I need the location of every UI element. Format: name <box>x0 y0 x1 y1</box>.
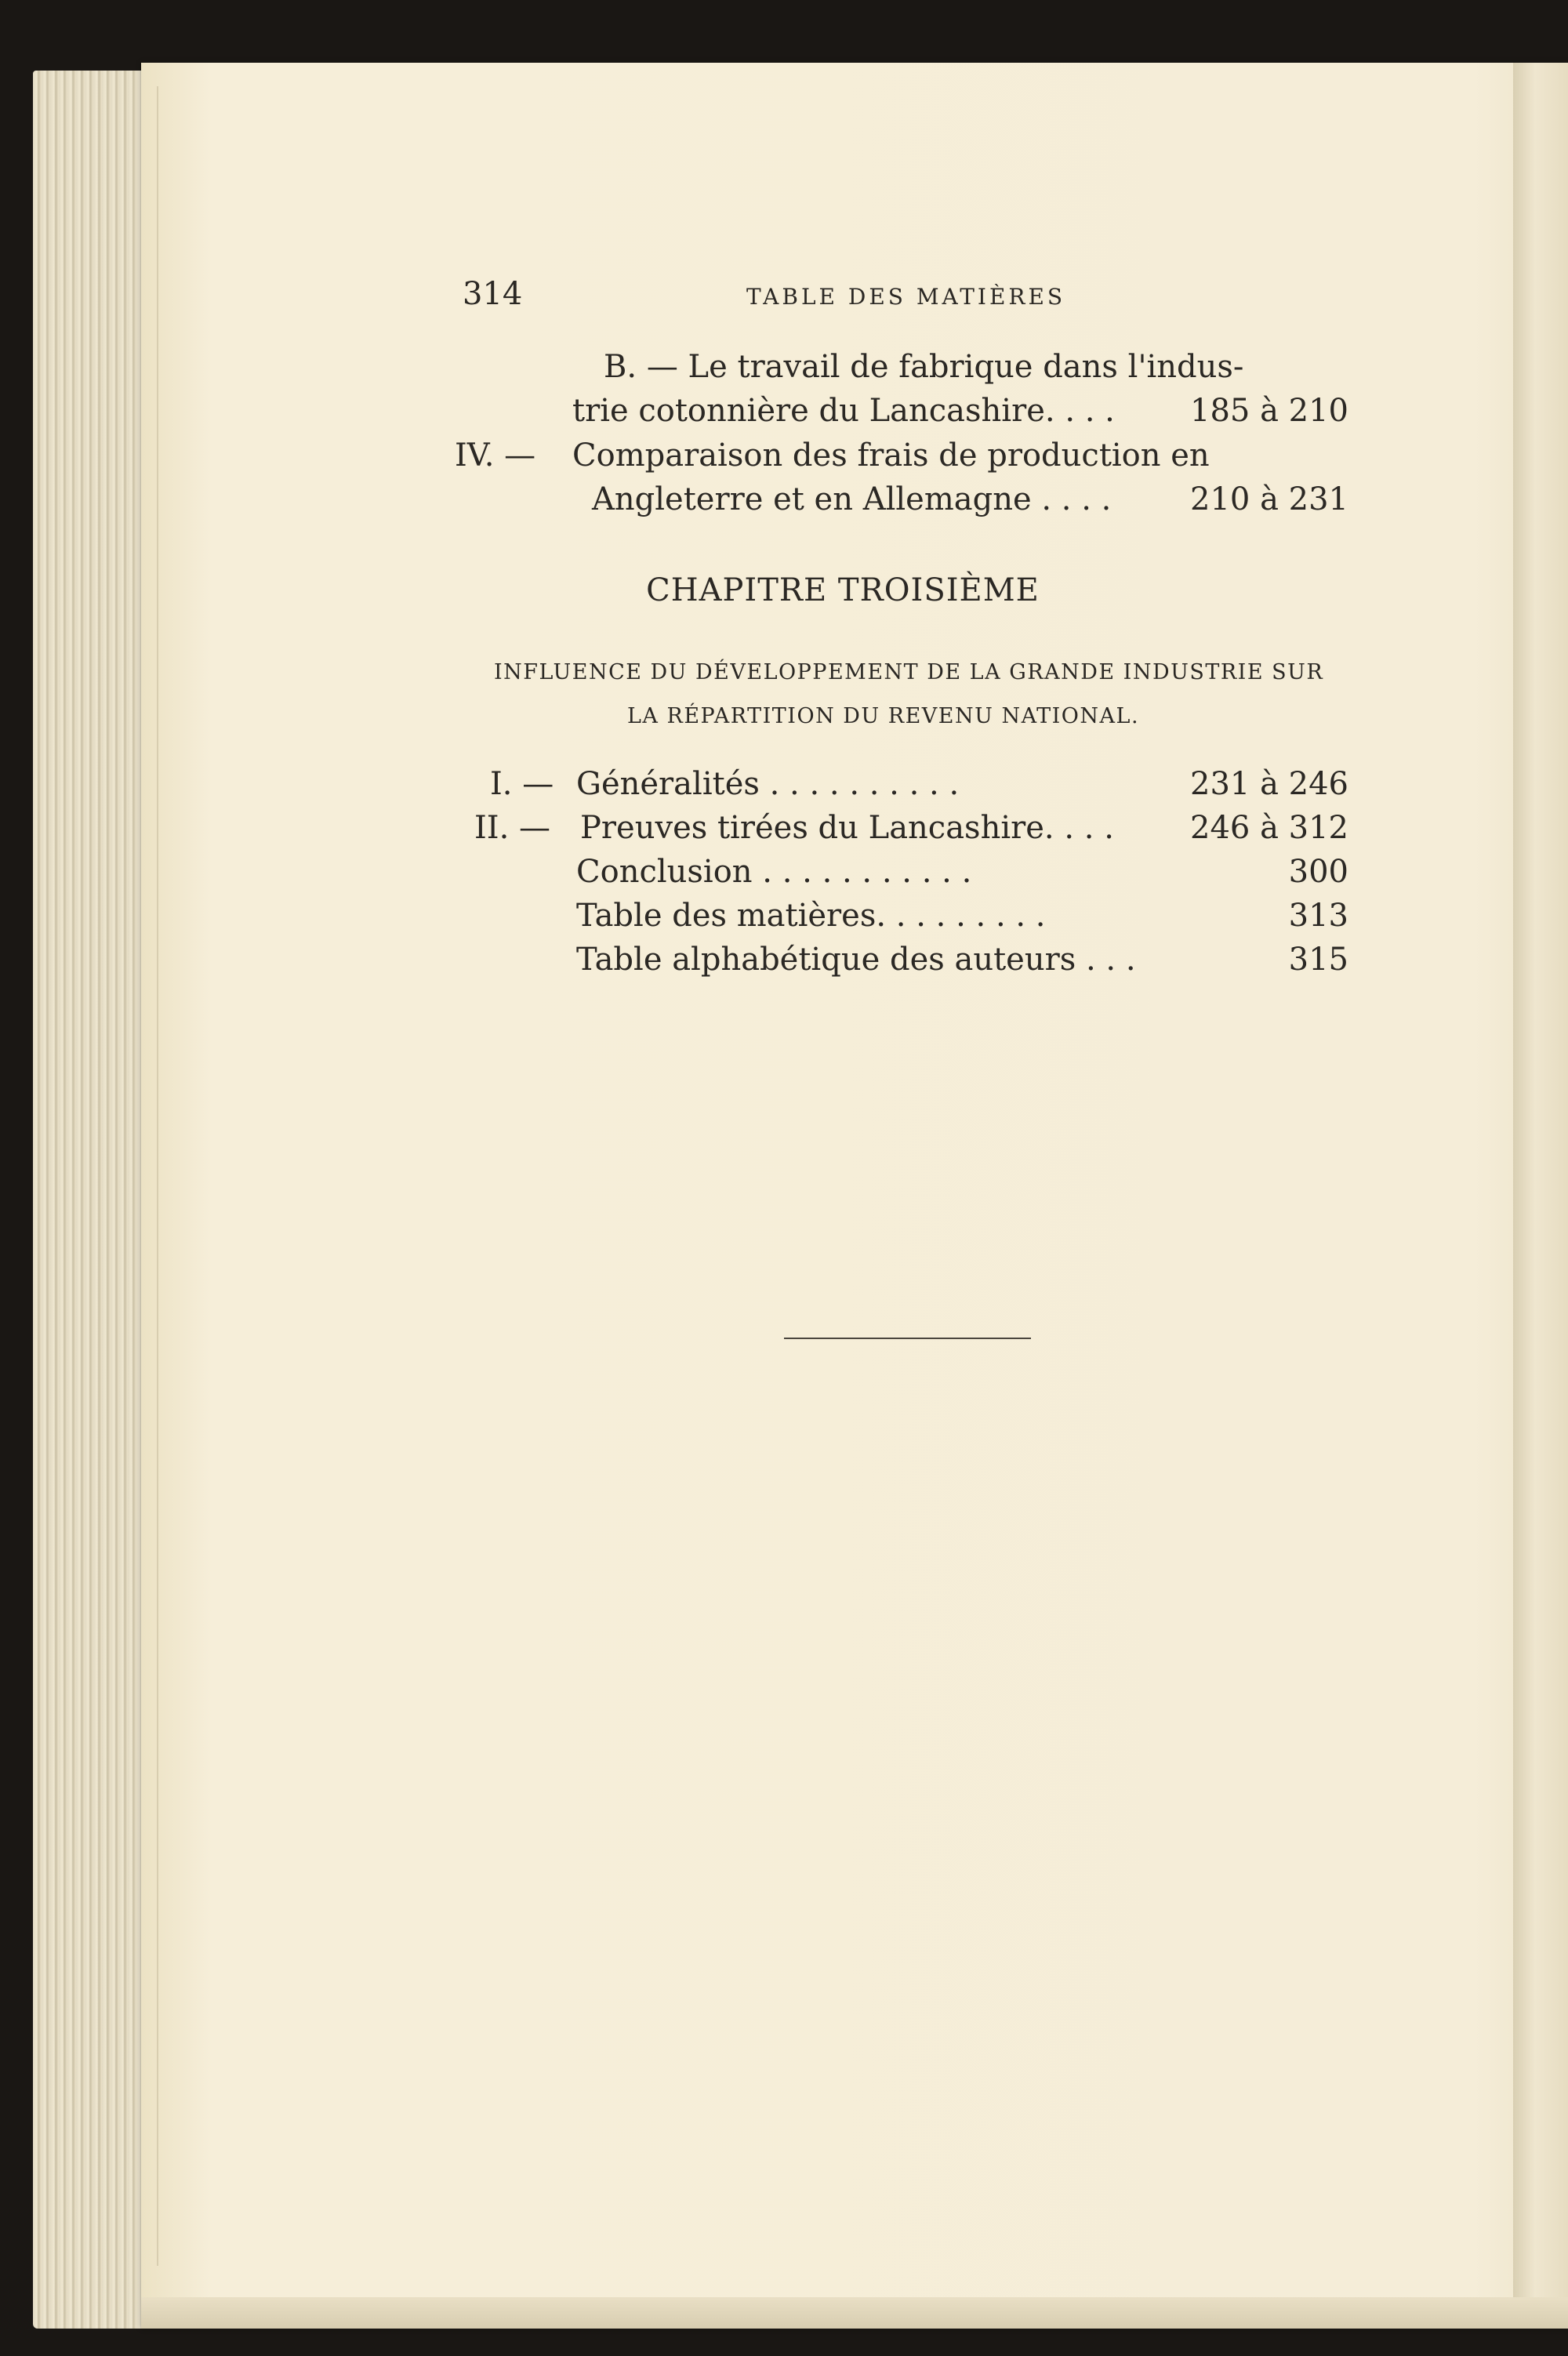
page-bottom-edge <box>141 2297 1568 2329</box>
chapter-title: CHAPITRE TROISIÈME <box>646 572 1040 608</box>
entry-pages: 185 à 210 <box>1190 393 1348 429</box>
facing-page-edge <box>1513 63 1568 2329</box>
entry-number: IV. — <box>455 437 536 474</box>
entry-pages: 246 à 312 <box>1190 810 1348 846</box>
entry-text-line1: Comparaison des frais de production en <box>572 437 1210 474</box>
entry-text: Table des matières. . . . . . . . . <box>576 898 1046 934</box>
running-title: TABLE DES MATIÈRES <box>746 284 1066 310</box>
entry-number: II. — <box>474 810 551 846</box>
entry-text-line2: trie cotonnière du Lancashire. . . . <box>572 393 1115 429</box>
chapter-subtitle-line1: INFLUENCE DU DÉVELOPPEMENT DE LA GRANDE INDUSTRIE SUR <box>494 660 1324 684</box>
end-rule <box>784 1338 1031 1339</box>
entry-text: Conclusion . . . . . . . . . . . <box>576 854 972 890</box>
entry-text: Table alphabétique des auteurs . . . <box>576 942 1136 978</box>
entry-pages: 315 <box>1288 942 1348 978</box>
gutter-line <box>157 86 158 2266</box>
entry-text-line2: Angleterre et en Allemagne . . . . <box>592 481 1112 517</box>
entry-pages: 313 <box>1288 898 1348 934</box>
entry-text: Preuves tirées du Lancashire. . . . <box>580 810 1114 846</box>
entry-pages: 231 à 246 <box>1190 766 1348 802</box>
entry-number: I. — <box>490 766 554 802</box>
entry-pages: 210 à 231 <box>1190 481 1348 517</box>
chapter-subtitle-line2: LA RÉPARTITION DU REVENU NATIONAL. <box>627 704 1140 728</box>
page-number: 314 <box>463 276 523 312</box>
entry-text-line1: B. — Le travail de fabrique dans l'indus- <box>604 349 1244 385</box>
chapter-subtitle <box>494 651 1323 739</box>
entry-pages: 300 <box>1288 854 1348 890</box>
entry-text: Généralités . . . . . . . . . . <box>576 766 960 802</box>
